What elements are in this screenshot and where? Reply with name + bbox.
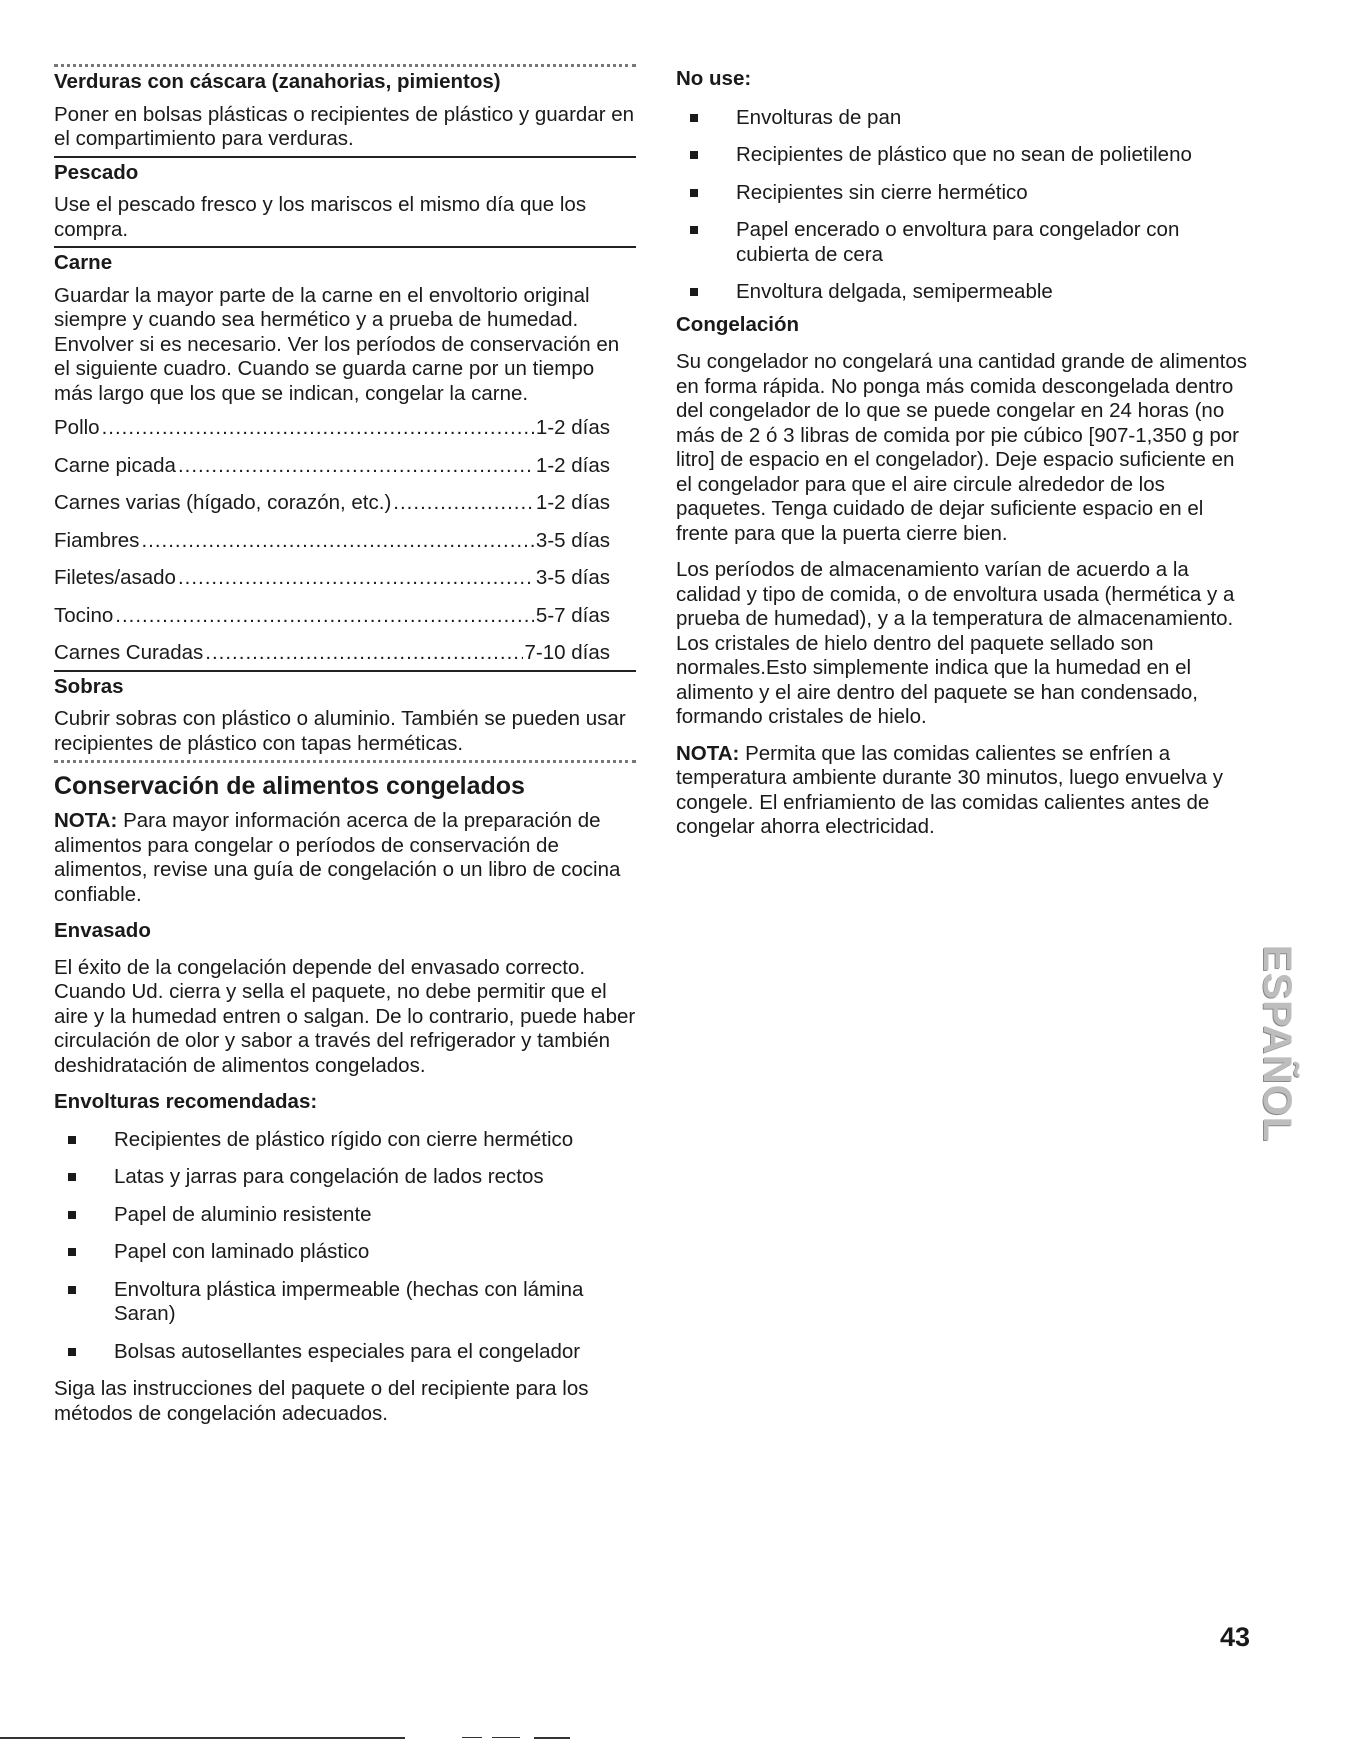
no-use-list	[676, 106, 1254, 305]
envolturas-footer: Siga las instrucciones del paquete o del recipiente para los métodos de congelación adecuados.	[54, 1377, 589, 1425]
table-row: Carnes varias (hígado, corazón, etc.) ..... 1-2 días	[54, 491, 610, 516]
bullet-icon	[68, 1173, 76, 1181]
list-item: Recipientes de plástico rígido con cierre hermético	[54, 1128, 636, 1153]
list-item: Papel encerado o envoltura para congelador con cubierta de cera	[676, 218, 1254, 267]
bullet-icon	[68, 1248, 76, 1256]
envasado-body: El éxito de la congelación depende del envasado correcto. Cuando Ud. cierra y sella el paquete, no debe permitir que el aire y la humedad entren o salgan. De lo contrario, puede haber circulación de olor y sabor a través del refrigerador y también deshidratación de alimentos congelados.	[54, 955, 636, 1077]
nota-label: NOTA:	[676, 741, 740, 765]
nota-paragraph	[676, 742, 1254, 840]
bullet-icon	[68, 1286, 76, 1294]
nota-label: NOTA:	[54, 809, 118, 832]
carne-body: Guardar la mayor parte de la carne en el envoltorio original siempre y cuando sea hermético y a prueba de humedad. Envolver si es necesario. Ver los períodos de conservación en el siguiente cuadro. Cuando se guarda carne por un tiempo más largo que los que se indican, congelar la carne.	[54, 283, 620, 405]
page-number: 43	[1220, 1622, 1251, 1652]
carne-heading: Carne	[54, 251, 113, 274]
section-divider	[54, 156, 636, 158]
left-column	[54, 64, 636, 1426]
list-item: Envoltura delgada, semipermeable	[676, 280, 1254, 305]
table-row: Tocino ..... 5-7 días	[54, 604, 610, 629]
section-title: Conservación de alimentos congelados	[54, 772, 525, 800]
table-row: Fiambres ..... 3-5 días	[54, 529, 610, 554]
list-item: Envolturas de pan	[676, 106, 1254, 131]
pescado-heading: Pescado	[54, 160, 139, 184]
bullet-icon	[690, 288, 698, 296]
bullet-icon	[68, 1348, 76, 1356]
right-column	[676, 64, 1254, 840]
nota-paragraph	[54, 809, 636, 907]
language-label: ESPAÑOL	[1255, 944, 1300, 1142]
bullet-icon	[690, 151, 698, 159]
footer-rule	[0, 1737, 405, 1739]
language-side-tab	[1255, 908, 1300, 1178]
list-item: Recipientes sin cierre hermético	[676, 181, 1254, 206]
table-row: Carne picada ..... 1-2 días	[54, 454, 610, 479]
pescado-body: Use el pescado fresco y los mariscos el mismo día que los compra.	[54, 193, 587, 241]
congelacion-paragraph-1: Su congelador no congelará una cantidad grande de alimentos en forma rápida. No ponga más comida descongelada dentro del congelador de lo que se puede congelar en 24 horas (no más de 2 ó 3 libras de comida por pie cúbico [907-1,350 g por litro] de espacio en el congelador). Deje espacio suficiente en el congelador para que el aire circule alrededor de los paquetes. Tenga cuidado de dejar suficiente espacio en el frente para que la puerta cierre bien.	[676, 350, 1247, 545]
bullet-icon	[690, 189, 698, 197]
nota-text: Para mayor información acerca de la preparación de alimentos para congelar o períodos de conservación de alimentos, revise una guía de congelación o un libro de cocina confiable.	[54, 809, 621, 906]
bullet-icon	[690, 226, 698, 234]
dotted-divider	[54, 64, 636, 67]
sobras-body: Cubrir sobras con plástico o aluminio. También se pueden usar recipientes de plástico con tapas herméticas.	[54, 707, 626, 755]
list-item: Envoltura plástica impermeable (hechas con lámina Saran)	[54, 1278, 636, 1327]
verduras-body: Poner en bolsas plásticas o recipientes de plástico y guardar en el compartimiento para verduras.	[54, 102, 635, 150]
list-item: Papel con laminado plástico	[54, 1240, 636, 1265]
section-divider	[54, 246, 636, 248]
table-row: Carnes Curadas ..... 7-10 días	[54, 641, 610, 666]
list-item: Papel de aluminio resistente	[54, 1203, 636, 1228]
recommended-wraps-list	[54, 1128, 636, 1365]
envasado-heading: Envasado	[54, 919, 151, 942]
sobras-heading: Sobras	[54, 674, 124, 698]
table-row: Filetes/asado ..... 3-5 días	[54, 566, 610, 591]
section-divider	[54, 670, 636, 672]
envolturas-heading: Envolturas recomendadas:	[54, 1090, 318, 1113]
congelacion-paragraph-2: Los períodos de almacenamiento varían de acuerdo a la calidad y tipo de comida, o de envoltura usada (hermética y a prueba de humedad), y a la temperatura de almacenamiento. Los cristales de hielo dentro del paquete sellado son normales.Esto simplemente indica que la humedad en el alimento y el aire dentro del paquete se han condensado, formando cristales de hielo.	[676, 558, 1235, 728]
footer-rule	[462, 1737, 482, 1738]
storage-table	[54, 416, 636, 666]
bullet-icon	[68, 1136, 76, 1144]
bullet-icon	[68, 1211, 76, 1219]
table-row: Pollo ..... 1-2 días	[54, 416, 610, 441]
list-item: Recipientes de plástico que no sean de polietileno	[676, 143, 1254, 168]
footer-rule	[534, 1737, 570, 1739]
nota-text: Permita que las comidas calientes se enfríen a temperatura ambiente durante 30 minutos, luego envuelva y congele. El enfriamiento de las comidas calientes antes de congelar ahorra electricidad.	[676, 741, 1224, 838]
congelacion-heading: Congelación	[676, 312, 800, 336]
no-use-heading: No use:	[676, 67, 752, 90]
list-item: Latas y jarras para congelación de lados rectos	[54, 1165, 636, 1190]
list-item: Bolsas autosellantes especiales para el congelador	[54, 1340, 636, 1365]
dotted-divider	[54, 760, 636, 763]
verduras-heading: Verduras con cáscara (zanahorias, pimientos)	[54, 70, 501, 93]
bullet-icon	[690, 114, 698, 122]
footer-rule	[492, 1737, 520, 1738]
